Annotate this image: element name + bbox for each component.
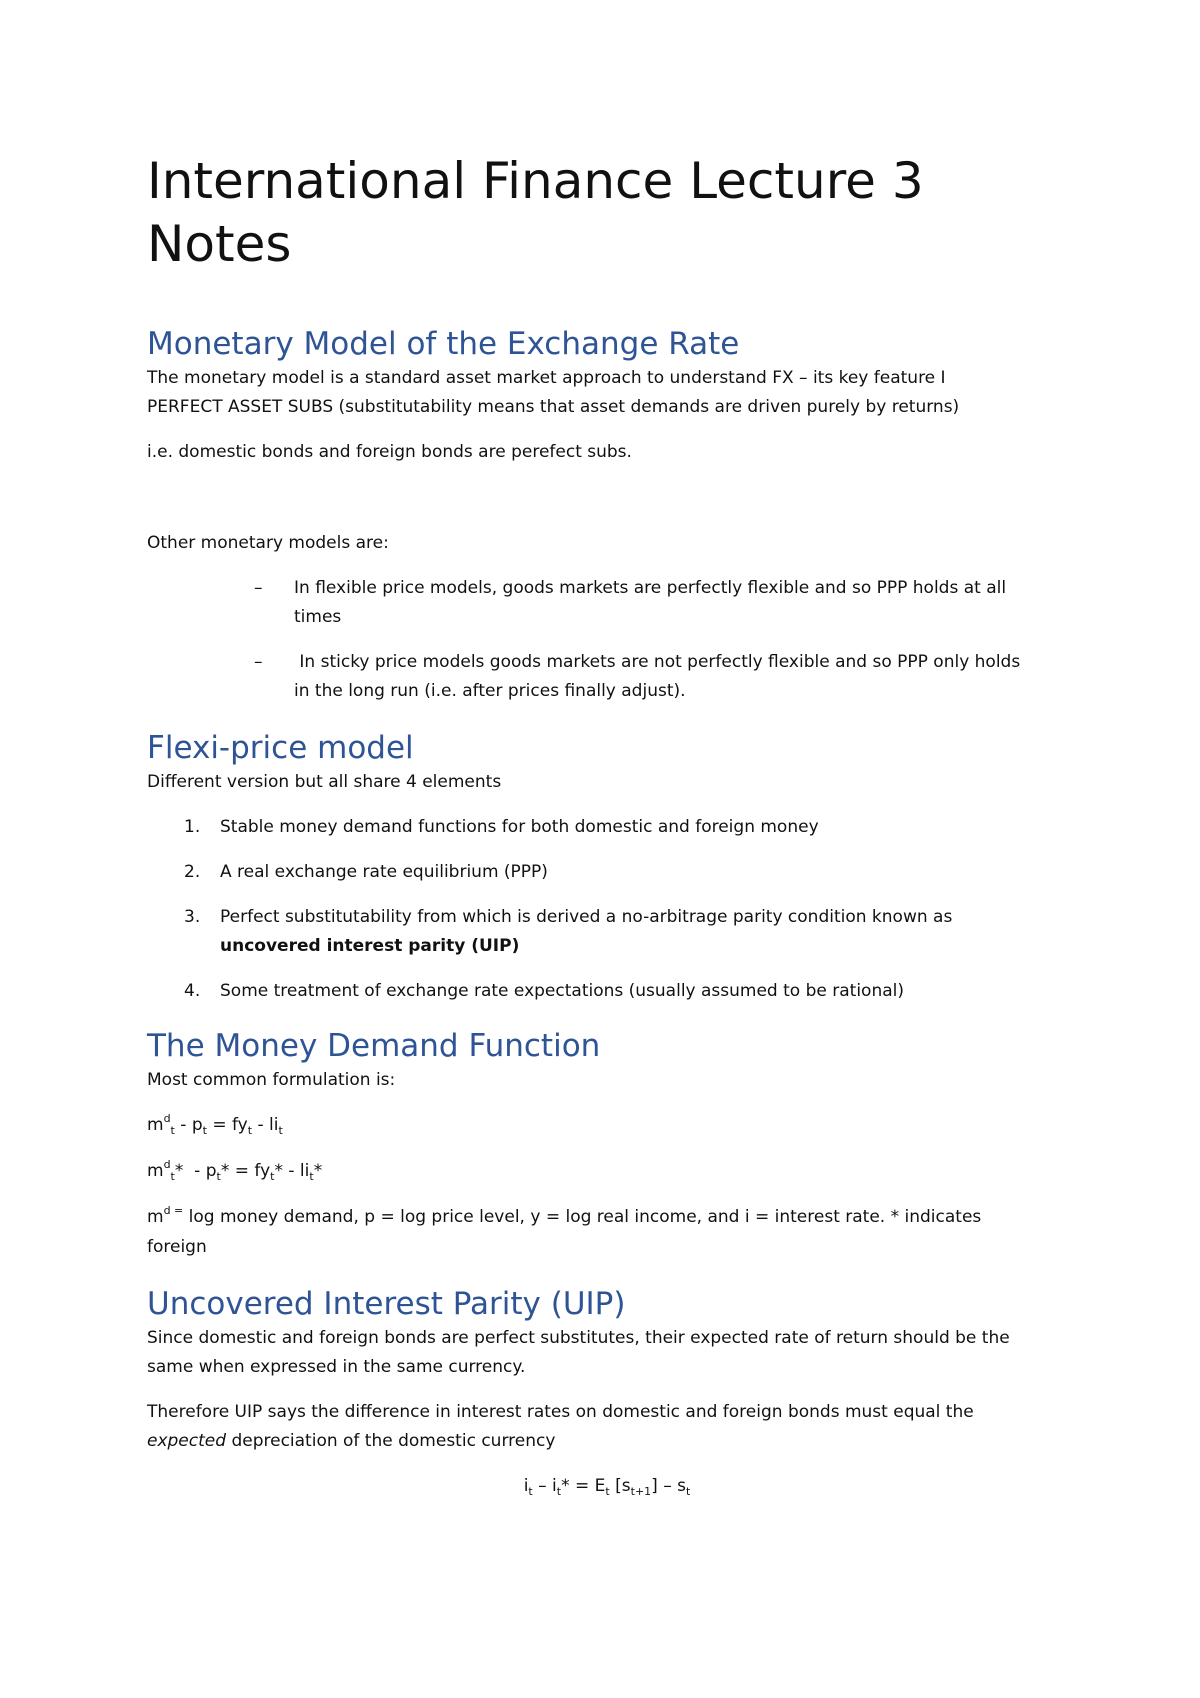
list-item [147,903,1067,961]
eq-subscript: t [278,1124,283,1137]
list-item-text: Stable money demand functions for both domestic and foreign money [220,817,819,837]
eq-text: m [147,1161,164,1181]
list-item-text: in the long run (i.e. after prices finally adjust). [294,681,686,701]
dash-bullet: – [254,578,263,598]
eq-text: m [147,1115,164,1135]
eq-text: * - li [274,1161,310,1181]
eq-text: = fy [206,1115,248,1135]
paragraph-uip-intro [147,1324,1067,1382]
emphasis-text: expected [147,1431,227,1451]
eq-text: * [313,1161,323,1181]
eq-subscript: t [170,1124,175,1137]
eq-text: - p [174,1115,203,1135]
elements-list [147,813,1067,1006]
list-item [147,977,1067,1006]
list-item [147,813,1067,842]
eq-subscript: t [202,1124,207,1137]
list-number: 2. [184,862,201,882]
paragraph-line: The monetary model is a standard asset market approach to understand FX – its key feature I [147,368,946,388]
heading-flexi-price: Flexi-price model [147,730,414,766]
list-number: 1. [184,817,201,837]
eq-text: * = E [561,1476,606,1496]
eq-subscript: t [216,1170,221,1183]
heading-uip: Uncovered Interest Parity (UIP) [147,1286,626,1322]
paragraph-line: Since domestic and foreign bonds are perfect substitutes, their expected rate of return should be the [147,1328,1010,1348]
paragraph-perfect-subs: i.e. domestic bonds and foreign bonds are perefect subs. [147,442,632,462]
list-item [147,648,1067,706]
document-title [147,150,1067,276]
eq-subscript: t [528,1485,533,1498]
list-item-text: Perfect substitutability from which is derived a no-arbitrage parity condition known as [220,907,953,927]
eq-subscript: t [556,1485,562,1498]
eq-superscript: d [163,1112,171,1125]
list-item-bold-text: uncovered interest parity (UIP) [220,936,520,956]
heading-monetary-model: Monetary Model of the Exchange Rate [147,326,740,362]
eq-text: m [147,1207,164,1227]
paragraph-uip-definition [147,1398,1067,1456]
eq-subscript: t [309,1170,314,1183]
eq-superscript: d [163,1158,171,1171]
list-number: 4. [184,981,201,1001]
eq-text: - li [252,1115,279,1135]
equation-money-demand-domestic [147,1111,1067,1141]
paragraph-line: log money demand, p = log price level, y = log real income, and i = interest rate. * indicates [183,1207,982,1227]
eq-text: - p [183,1161,217,1181]
list-item [147,574,1067,632]
paragraph-variable-definitions [147,1203,1067,1262]
paragraph-line: depreciation of the domestic currency [226,1431,556,1451]
document-body [147,150,1067,1502]
paragraph-line: PERFECT ASSET SUBS (substitutability means that asset demands are driven purely by returns) [147,397,960,417]
equation-uip [147,1472,1067,1502]
eq-text: * = fy [220,1161,271,1181]
eq-subscript: t [605,1485,610,1498]
eq-text: i [523,1476,529,1496]
other-models-list [147,574,1067,706]
list-item-text: In sticky price models goods markets are not perfectly flexible and so PPP only holds [294,652,1021,672]
dash-bullet: – [254,652,263,672]
list-item-text: times [294,607,342,627]
heading-money-demand: The Money Demand Function [147,1028,601,1064]
equation-money-demand-foreign [147,1157,1067,1187]
paragraph-money-intro: Most common formulation is: [147,1070,396,1090]
paragraph-line: foreign [147,1237,207,1257]
paragraph-line: Therefore UIP says the difference in interest rates on domestic and foreign bonds must equal the [147,1402,974,1422]
eq-text: * [174,1161,184,1181]
eq-text: ] – s [651,1476,686,1496]
list-number: 3. [184,907,201,927]
eq-subscript: t [685,1485,691,1498]
eq-subscript: t+1 [630,1485,652,1498]
eq-subscript: t [247,1124,253,1137]
list-item-text: A real exchange rate equilibrium (PPP) [220,862,548,882]
title-line-1: International Finance Lecture 3 [147,152,924,210]
paragraph-monetary-intro [147,364,1067,422]
title-line-2: Notes [147,215,292,273]
eq-subscript: t [170,1170,175,1183]
eq-subscript: t [270,1170,275,1183]
list-item-text: In flexible price models, goods markets are perfectly flexible and so PPP holds at all [294,578,1007,598]
eq-superscript: d = [163,1204,184,1217]
eq-text: [s [609,1476,631,1496]
list-item [147,858,1067,887]
paragraph-line: same when expressed in the same currency. [147,1357,526,1377]
paragraph-flexi-intro: Different version but all share 4 elements [147,772,502,792]
list-item-text: Some treatment of exchange rate expectations (usually assumed to be rational) [220,981,904,1001]
eq-text: – i [532,1476,557,1496]
paragraph-other-models: Other monetary models are: [147,533,389,553]
